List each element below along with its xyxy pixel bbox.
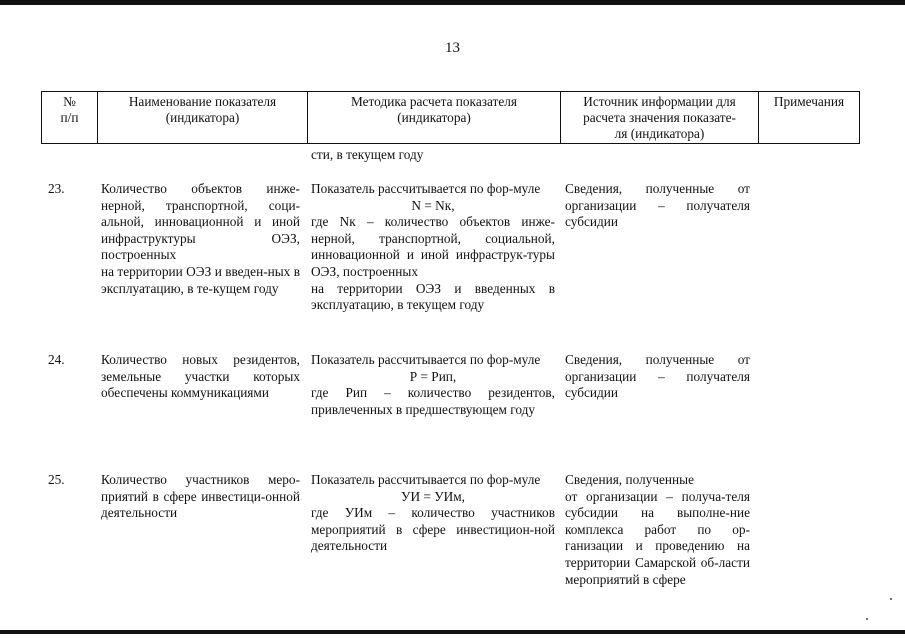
row-24-method-description: где Рип – количество резидентов, привлеченных в предшествующем году	[311, 385, 555, 417]
row-23-method-intro: Показатель рассчитывается по фор-муле	[311, 181, 541, 196]
header-indicator-name: Наименование показателя (индикатора)	[98, 92, 308, 144]
scan-border-top	[0, 0, 905, 5]
scan-speck	[890, 598, 892, 600]
row-24-number: 24.	[48, 352, 65, 367]
header-number: № п/п	[42, 92, 98, 144]
page-number: 13	[445, 40, 460, 56]
row-23-name: Количество объектов инже-нерной, транспортной, соци-альной, инновационной и иной инфраструктуры ОЭЗ, построенных на территории ОЭЗ и введен-ных в эксплуатацию, в те-кущем году	[101, 181, 300, 296]
row-25-method-description: где УИм – количество участников мероприятий в сфере инвестицион-ной деятельности	[311, 505, 555, 554]
row-24-method	[311, 352, 555, 418]
row-24-method-intro: Показатель рассчитывается по фор-муле	[311, 352, 541, 367]
header-calculation-method: Методика расчета показателя (индикатора)	[308, 92, 561, 144]
table-header	[41, 91, 860, 144]
row-25-method	[311, 472, 555, 555]
carryover-text: сти, в текущем году	[311, 147, 424, 162]
row-23-number: 23.	[48, 181, 65, 196]
header-notes: Примечания	[759, 92, 860, 144]
row-25-number: 25.	[48, 472, 65, 487]
row-23-formula: N = Nк,	[411, 197, 455, 213]
row-24-name: Количество новых резидентов, земельные участки которых обеспечены коммуникациями	[101, 352, 300, 401]
row-24-source: Сведения, полученные от организации – получателя субсидии	[565, 352, 750, 401]
row-23-source: Сведения, полученные от организации – получателя субсидии	[565, 181, 750, 230]
row-25-method-intro: Показатель рассчитывается по фор-муле	[311, 472, 541, 487]
scan-speck	[866, 618, 868, 620]
row-25-name: Количество участников меро-приятий в сфере инвестици-онной деятельности	[101, 472, 300, 521]
row-24-formula: Р = Рип,	[409, 368, 457, 384]
row-23-method-description: где Nк – количество объектов инже-нерной, транспортной, социальной, инновационной и иной инфраструк-туры ОЭЗ, построенных на территории ОЭЗ и введенных в эксплуатацию, в текущем году	[311, 214, 555, 313]
row-23-method	[311, 181, 555, 314]
row-25-source: Сведения, полученные от организации – получа-теля субсидии на выполне-ние комплекса работ по ор-ганизации и проведению на территории Самарской об-ласти мероприятий в сфере	[565, 472, 750, 587]
row-25-formula: УИ = УИм,	[401, 488, 465, 504]
header-information-source: Источник информации для расчета значения показате- ля (индикатора)	[561, 92, 759, 144]
scan-border-bottom	[0, 630, 905, 634]
